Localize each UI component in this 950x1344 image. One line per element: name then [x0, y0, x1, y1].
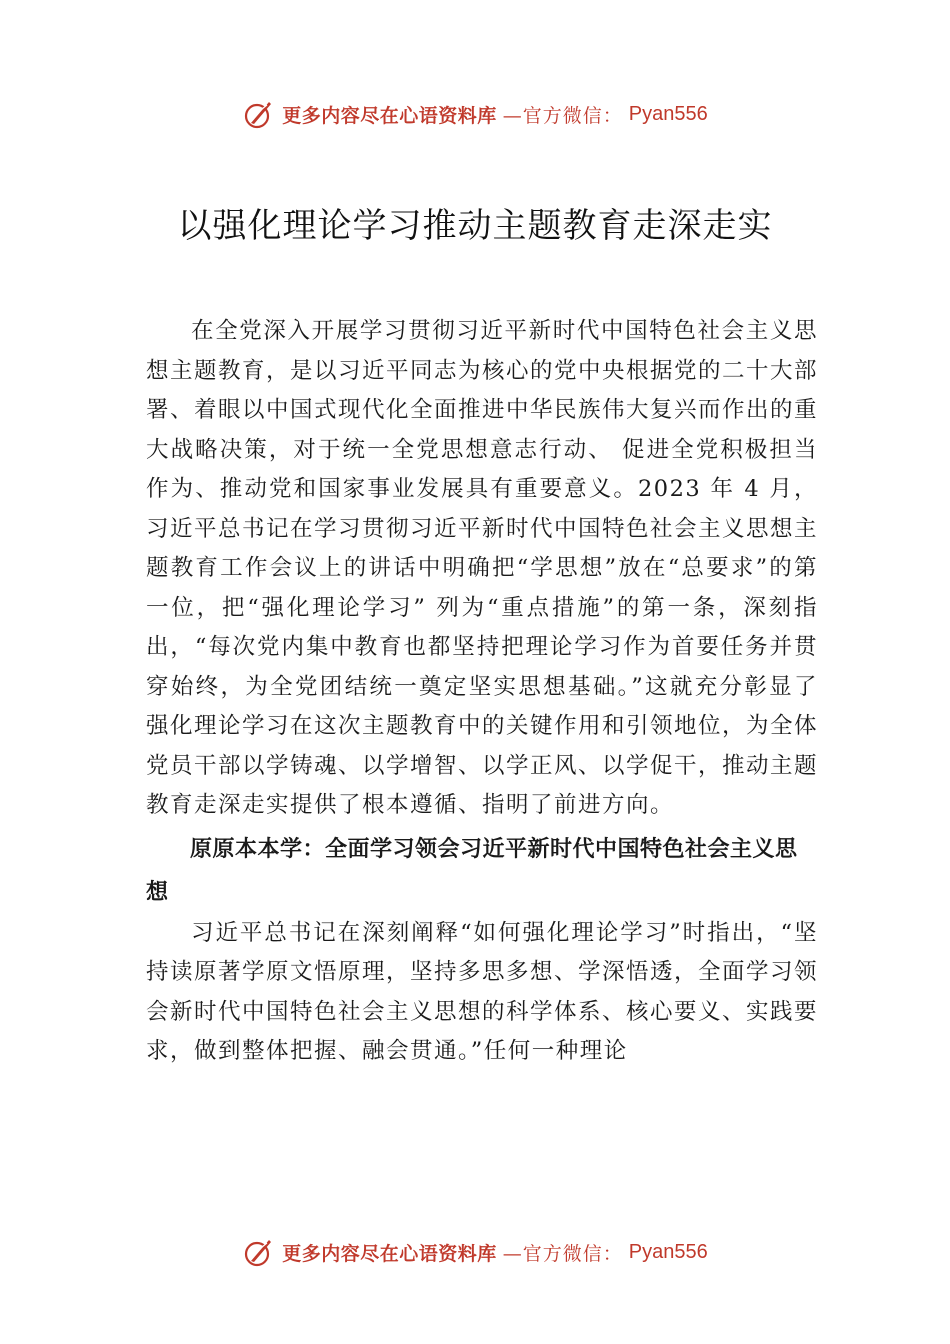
section-heading-1: 原原本本学：全面学习领会习近平新时代中国特色社会主义思想 — [146, 836, 798, 905]
quill-pen-circle-icon — [242, 1235, 276, 1269]
banner-text: 更多内容尽在心语资料库 — [282, 1242, 497, 1265]
banner-text: 更多内容尽在心语资料库 — [282, 104, 497, 127]
document-body — [146, 312, 818, 1072]
quill-pen-circle-icon — [242, 97, 276, 131]
banner-wechat-label: —官方微信： — [502, 1242, 623, 1265]
banner-wechat-id: Pyan556 — [628, 1240, 708, 1263]
footer-watermark-banner — [0, 1232, 950, 1272]
banner-wechat-label: —官方微信： — [502, 104, 623, 127]
body-paragraph-1: 在全党深入开展学习贯彻习近平新时代中国特色社会主义思想主题教育，是以习近平同志为核心的党中央根据党的二十大部署、着眼以中国式现代化全面推进中华民族伟大复兴而作出的重大战略决策，对于统一全党思想意志行动、 促进全党积极担当作为、推动党和国家事业发展具有重要意义。2023 年 4 月，习近平总书记在学习贯彻习近平新时代中国特色社会主义思想主题教育工作会议上的讲话中明确把“学思想”放在“总要求”的第一位，把“强化理论学习” 列为“重点措施”的第一条，深刻指出，“每次党内集中教育也都坚持把理论学习作为首要任务并贯穿始终，为全党团结统一奠定坚实思想基础。”这就充分彰显了强化理论学习在这次主题教育中的关键作用和引领地位，为全体党员干部以学铸魂、以学增智、以学正风、以学促干，推动主题教育走深走实提供了根本遵循、指明了前进方向。 — [146, 318, 819, 818]
document-title: 以强化理论学习推动主题教育走深走实 — [177, 206, 773, 246]
header-watermark-banner — [0, 94, 950, 134]
banner-wechat-id: Pyan556 — [628, 102, 708, 125]
body-paragraph-2: 习近平总书记在深刻阐释“如何强化理论学习”时指出，“坚持读原著学原文悟原理，坚持多思多想、学深悟透，全面学习领会新时代中国特色社会主义思想的科学体系、核心要义、实践要求，做到整体把握、融会贯通。”任何一种理论 — [146, 919, 819, 1064]
